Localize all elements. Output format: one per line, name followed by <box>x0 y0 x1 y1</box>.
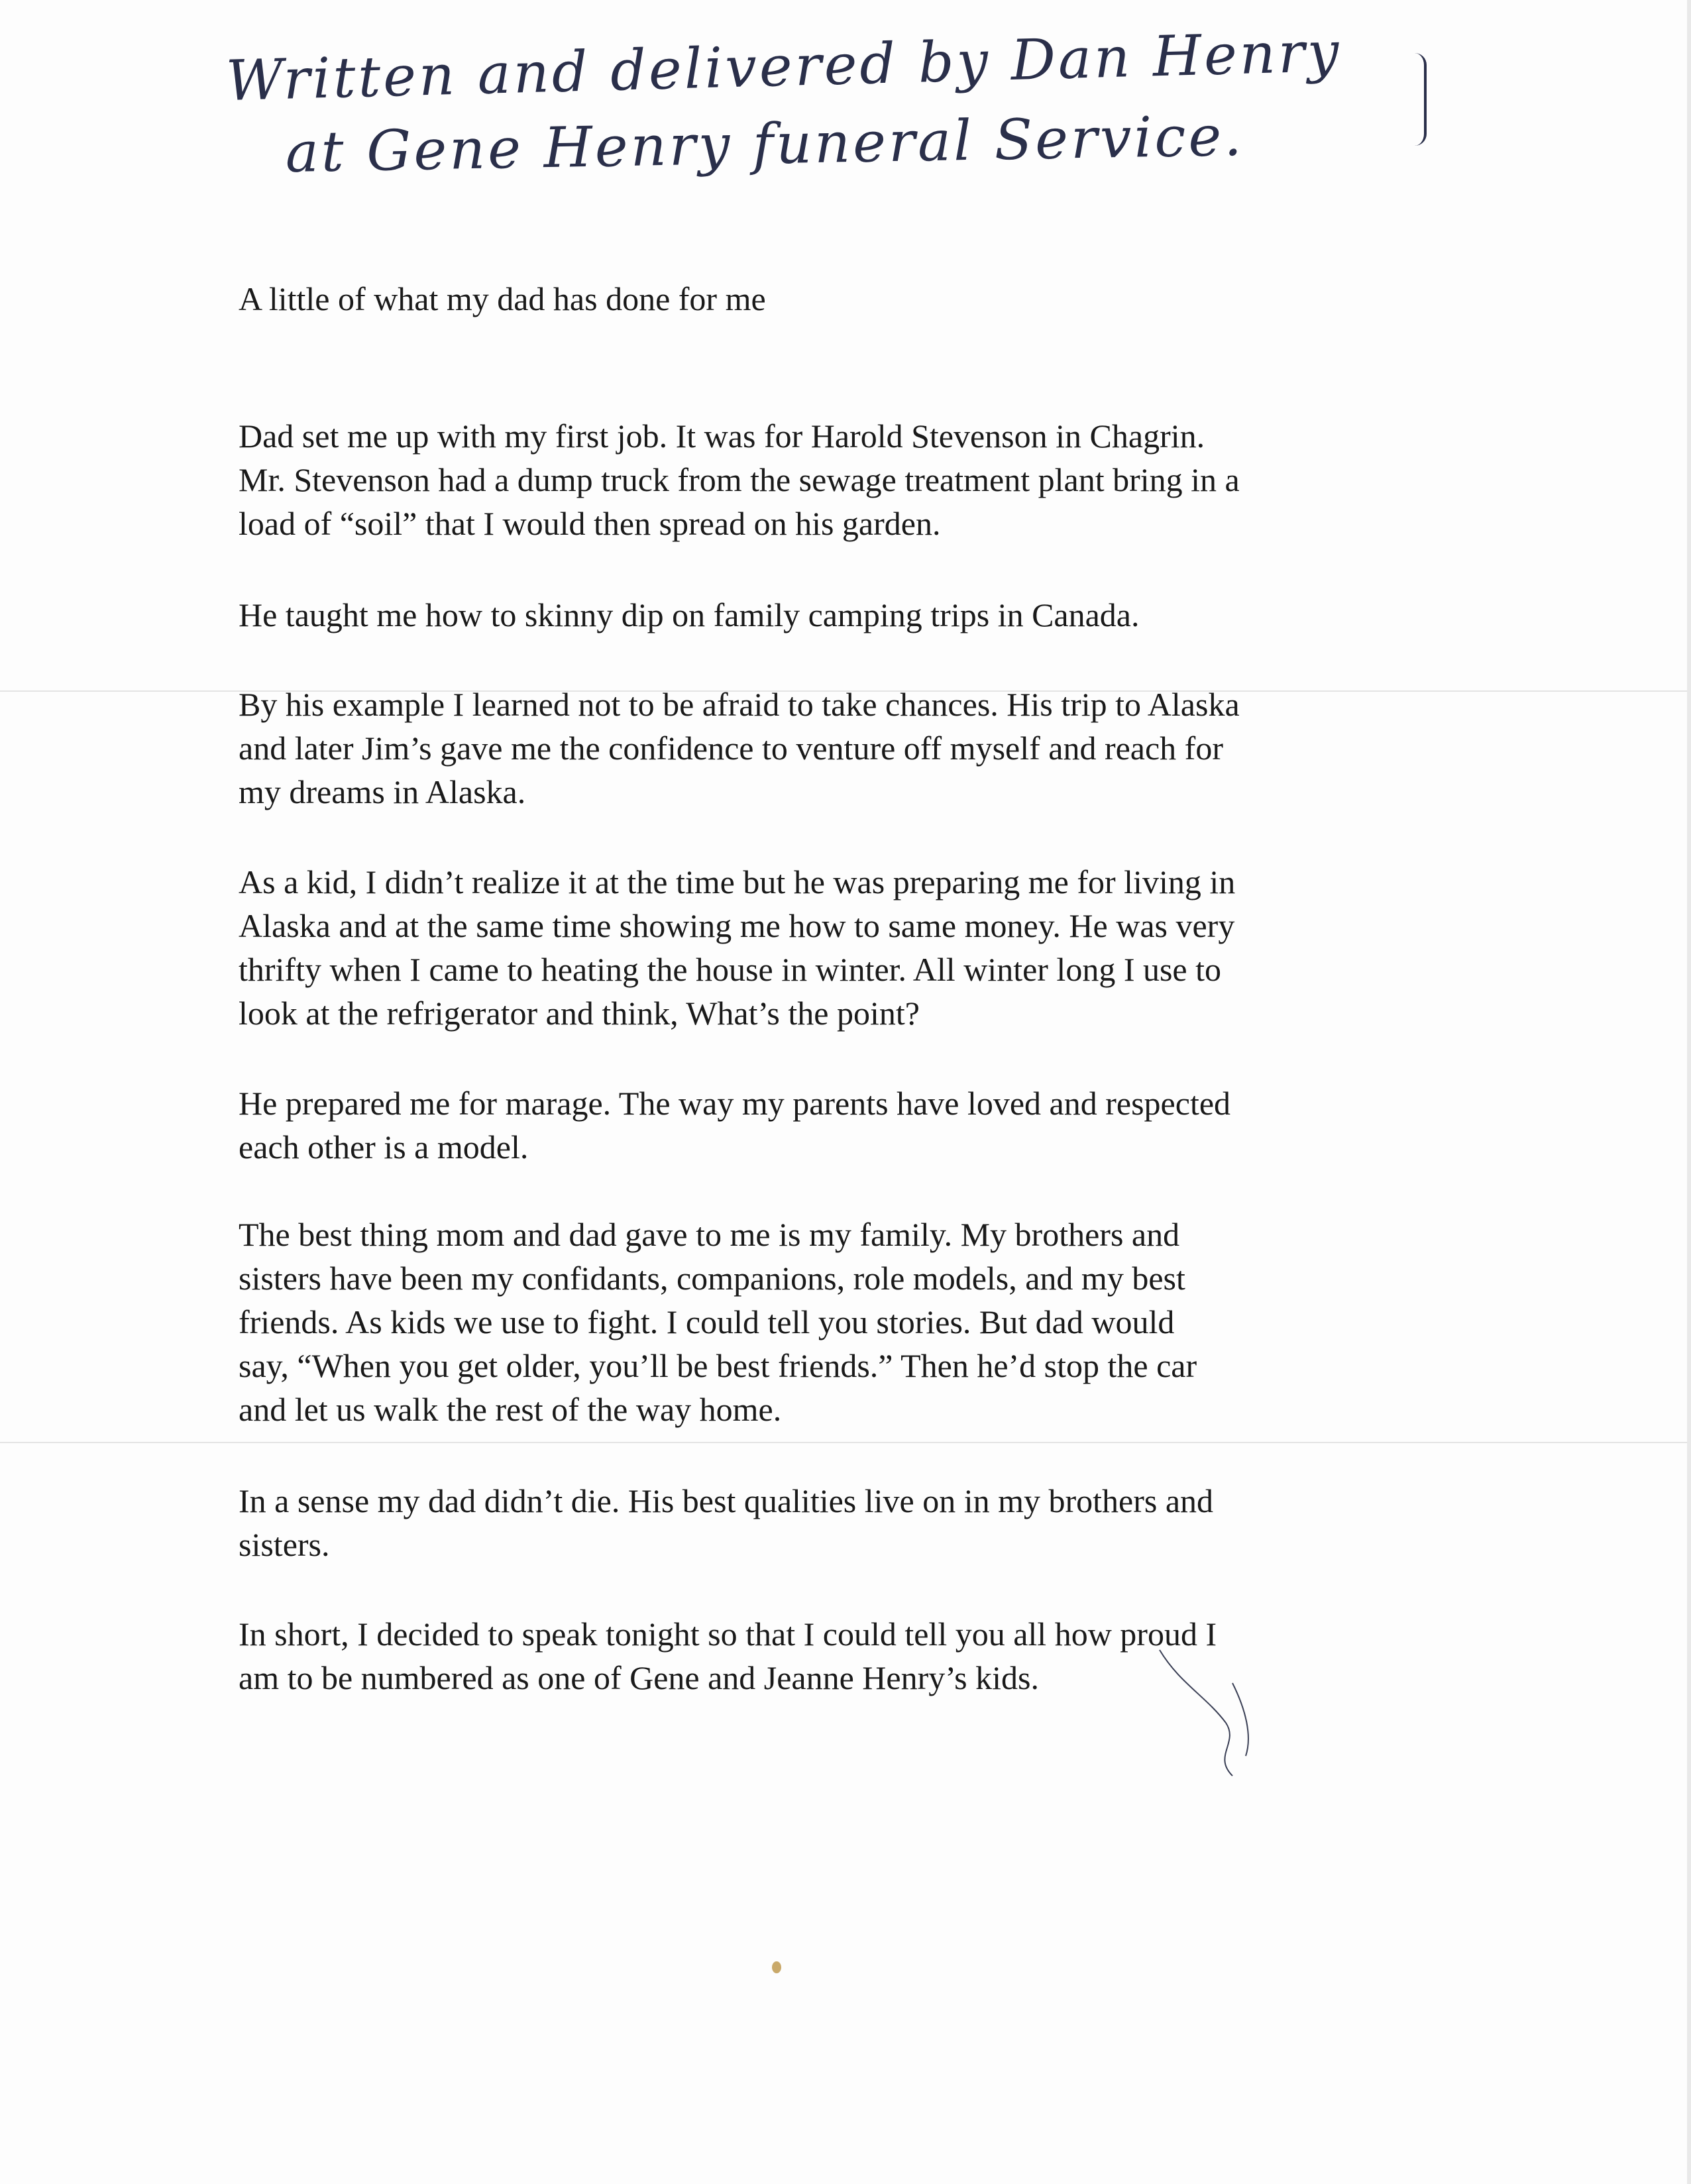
paragraph-line: say, “When you get older, you’ll be best friends.” Then he’d stop the car <box>239 1347 1197 1384</box>
paragraph-line: load of “soil” that I would then spread on his garden. <box>239 505 941 542</box>
handwritten-note-line-2: at Gene Henry funeral Service. <box>284 103 1245 185</box>
paragraph-marriage <box>239 1081 1431 1169</box>
letter-title: A little of what my dad has done for me <box>239 280 766 317</box>
paragraph-line: The best thing mom and dad gave to me is my family. My brothers and <box>239 1216 1180 1253</box>
paragraph-line: As a kid, I didn’t realize it at the time but he was preparing me for living in <box>239 863 1236 901</box>
paragraph-line: Mr. Stevenson had a dump truck from the sewage treatment plant bring in a <box>239 461 1240 498</box>
paragraph-skinny-dip <box>239 593 1431 637</box>
paragraph-line: am to be numbered as one of Gene and Jeanne Henry’s kids. <box>239 1659 1039 1696</box>
paragraph-line: By his example I learned not to be afraid to take chances. His trip to Alaska <box>239 686 1240 723</box>
paragraph-take-chances <box>239 682 1431 814</box>
paragraph-line: look at the refrigerator and think, What’s the point? <box>239 995 920 1032</box>
paragraph-family <box>239 1213 1431 1431</box>
paragraph-line: friends. As kids we use to fight. I could tell you stories. But dad would <box>239 1303 1175 1340</box>
paragraph-line: He prepared me for marage. The way my parents have loved and respected <box>239 1085 1231 1122</box>
paper-speck <box>772 1961 781 1973</box>
paragraph-as-a-kid <box>239 860 1431 1035</box>
paragraph-line: each other is a model. <box>239 1128 529 1166</box>
paragraph-line: Dad set me up with my first job. It was for Harold Stevenson in Chagrin. <box>239 417 1205 455</box>
paragraph-line: He taught me how to skinny dip on family camping trips in Canada. <box>239 596 1140 633</box>
handwritten-bracket <box>1415 53 1427 146</box>
paragraph-legacy <box>239 1479 1431 1566</box>
paragraph-line: Alaska and at the same time showing me how to same money. He was very <box>239 907 1235 944</box>
paragraph-line: sisters have been my confidants, companions, role models, and my best <box>239 1260 1185 1297</box>
pen-mark <box>1153 1643 1272 1789</box>
paragraph-first-job <box>239 414 1431 545</box>
paragraph-line: thrifty when I came to heating the house in winter. All winter long I use to <box>239 951 1222 988</box>
handwritten-note-line-1: Written and delivered by Dan Henry <box>225 19 1342 113</box>
paragraph-line: my dreams in Alaska. <box>239 773 526 810</box>
paragraph-line: In short, I decided to speak tonight so that I could tell you all how proud I <box>239 1615 1217 1653</box>
page-edge <box>1687 0 1691 2184</box>
paragraph-line: In a sense my dad didn’t die. His best qualities live on in my brothers and <box>239 1482 1214 1519</box>
paragraph-line: sisters. <box>239 1526 330 1563</box>
paper-fold-line <box>0 1442 1691 1443</box>
paragraph-line: and let us walk the rest of the way home. <box>239 1391 782 1428</box>
paragraph-line: and later Jim’s gave me the confidence to venture off myself and reach for <box>239 730 1223 767</box>
